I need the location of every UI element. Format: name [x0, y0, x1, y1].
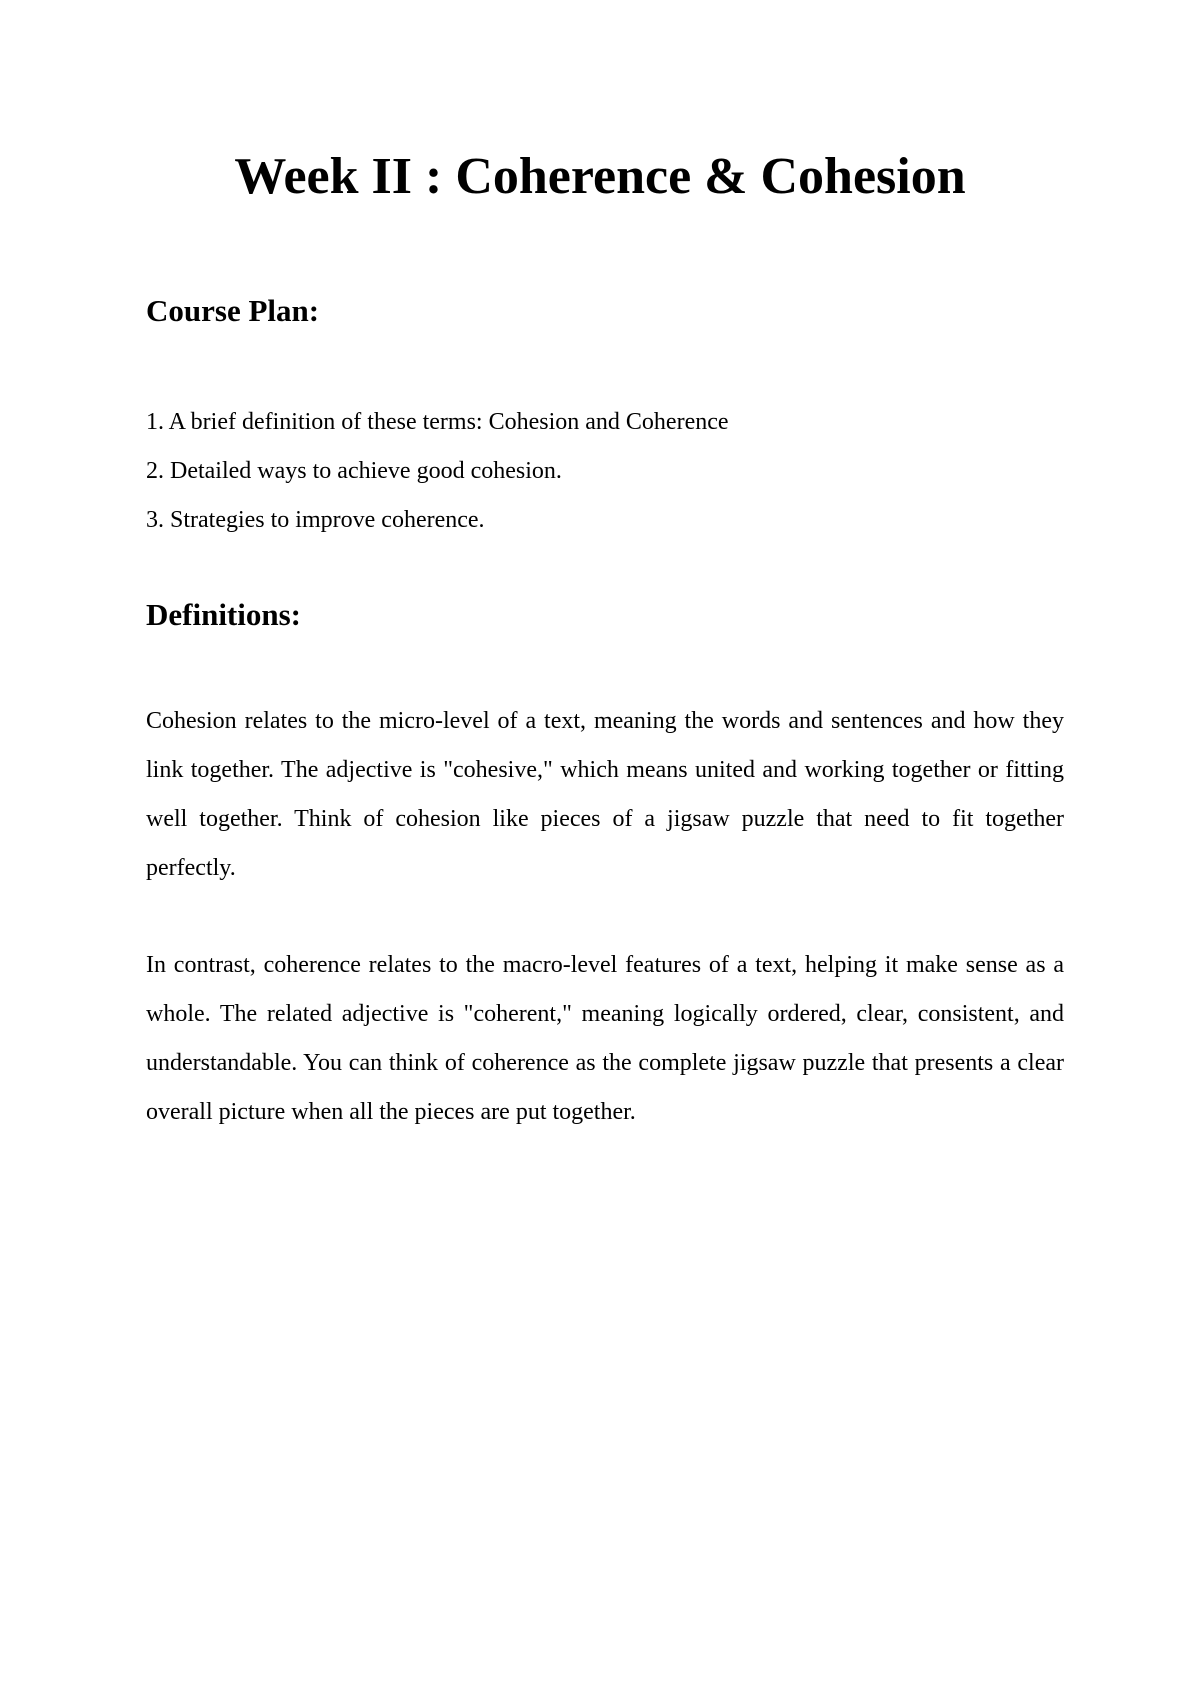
course-plan-list: [146, 398, 1066, 545]
list-item: 3. Strategies to improve coherence.: [146, 507, 485, 533]
definitions-heading: Definitions:: [146, 597, 301, 632]
list-item: 2. Detailed ways to achieve good cohesion.: [146, 458, 562, 484]
coherence-paragraph: In contrast, coherence relates to the macro-level features of a text, helping it make sense as a whole. The related adjective is "coherent," meaning logically ordered, clear, consistent, and understandable. You can think of coherence as the complete jigsaw puzzle that presents a clear overall picture when all the pieces are put together.: [146, 952, 1064, 1125]
course-plan-heading: Course Plan:: [146, 293, 320, 328]
list-item: 1. A brief definition of these terms: Cohesion and Coherence: [146, 409, 729, 435]
page-title: Week II : Coherence & Cohesion: [234, 148, 966, 205]
cohesion-paragraph: Cohesion relates to the micro-level of a text, meaning the words and sentences and how they link together. The adjective is "cohesive," which means united and working together or fitting well together. Think of cohesion like pieces of a jigsaw puzzle that need to fit together perfectly.: [146, 708, 1064, 881]
